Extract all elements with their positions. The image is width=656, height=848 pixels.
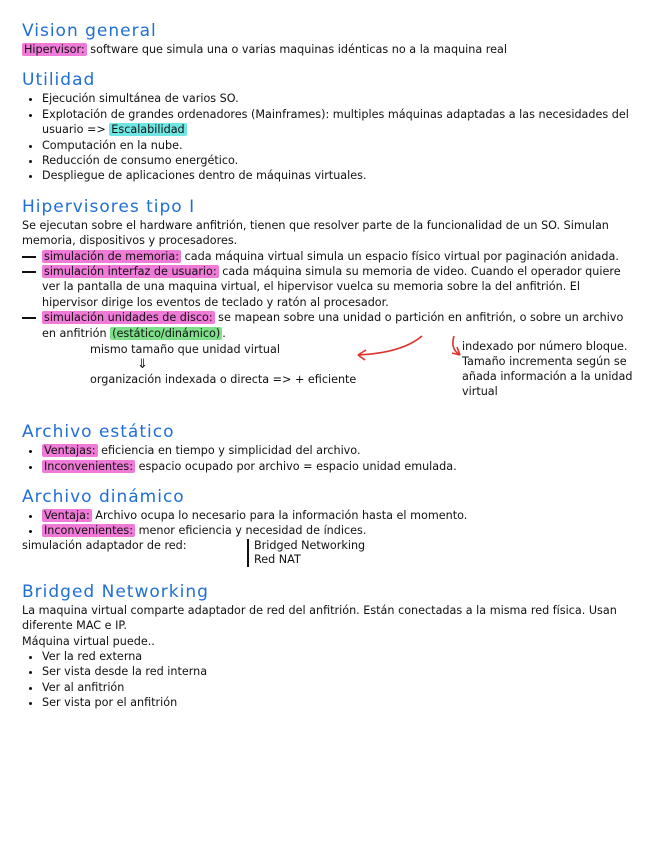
term-simulacion-memoria: simulación de memoria:	[44, 249, 180, 263]
list-item: • Ver al anfitrión	[42, 680, 637, 695]
term-ventajas: Ventajas:	[44, 444, 96, 458]
bridged-list	[22, 649, 637, 711]
net-option-bridged: Bridged Networking	[254, 538, 366, 552]
net-label: simulación adaptador de red:	[22, 538, 187, 552]
list-item-text: cada máquina simula su memoria de video. Cuando el operador quiere ver la pantalla de una maquina virtual, el hipervisor vuelca su memoria sobre la del anfitrión. El hipervisor dirige los eventos de teclado y ratón al procesador.	[42, 265, 621, 309]
list-item-text: Explotación de grandes ordenadores (Mainframes): multiples máquinas adaptadas a las necesidades del usuario =>	[42, 107, 629, 137]
vision-text: software que simula una o varias maquinas idénticas no a la maquina real	[90, 43, 507, 56]
utilidad-list	[22, 91, 637, 183]
section-archivo-dinamico	[22, 486, 637, 569]
list-item: • Despliegue de aplicaciones dentro de máquinas virtuales.	[42, 168, 637, 183]
list-item-text: se mapean sobre una unidad o partición en anfitrión, o sobre un archivo en anfitrión	[42, 311, 624, 340]
term-inconvenientes: Inconvenientes:	[44, 459, 134, 473]
network-adapter-options	[22, 539, 637, 569]
heading-bridged-networking: Bridged Networking	[22, 581, 209, 602]
highlight-escalabilidad: Escalabilidad	[111, 123, 185, 137]
list-item	[42, 443, 637, 458]
list-item-end: .	[222, 326, 226, 340]
list-item	[22, 249, 637, 264]
arrow-to-estatico	[358, 336, 422, 355]
notes-page	[22, 20, 637, 711]
term-ventaja: Ventaja:	[44, 508, 90, 522]
list-item	[42, 523, 637, 538]
term-simulacion-interfaz: simulación interfaz de usuario:	[44, 265, 217, 279]
heading-archivo-estatico: Archivo estático	[22, 422, 175, 443]
heading-utilidad: Utilidad	[22, 70, 96, 91]
list-item: • Computación en la nube.	[42, 138, 637, 153]
list-item	[22, 264, 637, 310]
highlight-estatico-dinamico: (estático/dinámico)	[112, 326, 221, 340]
term-inconvenientes: Inconvenientes:	[44, 524, 134, 538]
list-item-text: menor eficiencia y necesidad de índices.	[138, 524, 367, 538]
down-arrow-icon: ⇓	[137, 357, 148, 373]
annot-organizacion: organización indexada o directa => + eficiente	[90, 373, 357, 387]
brace-icon	[247, 539, 249, 567]
list-item: • Ser vista desde la red interna	[42, 664, 637, 679]
annot-mismo-tamano: mismo tamaño que unidad virtual	[90, 343, 280, 357]
net-option-nat: Red NAT	[254, 552, 301, 566]
disk-annotation	[22, 341, 637, 409]
tipo1-intro: Se ejecutan sobre el hardware anfitrión, tienen que resolver parte de la funcionalidad de un SO. Simulan memoria, dispositivos y procesadores.	[22, 218, 609, 248]
list-item-text: eficiencia en tiempo y simplicidad del archivo.	[101, 444, 361, 458]
list-item	[42, 107, 637, 138]
estatico-list	[22, 443, 637, 474]
section-archivo-estatico	[22, 421, 637, 474]
section-utilidad	[22, 69, 637, 183]
list-item-text: cada máquina virtual simula un espacio físico virtual por paginación anidada.	[184, 249, 619, 263]
list-item-text: espacio ocupado por archivo = espacio unidad emulada.	[138, 459, 457, 473]
section-hipervisores-tipo-1	[22, 196, 637, 409]
list-item: • Ser vista por el anfitrión	[42, 695, 637, 710]
dinamico-list	[22, 508, 637, 539]
section-vision-general	[22, 20, 637, 57]
bridged-lead: Máquina virtual puede..	[22, 634, 155, 648]
term-hipervisor: Hipervisor:	[24, 43, 85, 56]
list-item: • Reducción de consumo energético.	[42, 153, 637, 168]
heading-vision-general: Vision general	[22, 21, 157, 41]
list-item	[42, 459, 637, 474]
vision-paragraph	[22, 42, 637, 57]
annot-indexado: indexado por número bloque. Tamaño incrementa según se añada información a la unidad virtual	[462, 340, 633, 399]
heading-hipervisores-tipo-1: Hipervisores tipo I	[22, 196, 196, 217]
list-item-text: Archivo ocupa lo necesario para la información hasta el momento.	[95, 508, 468, 522]
list-item	[42, 508, 637, 523]
list-item: • Ver la red externa	[42, 649, 637, 664]
term-simulacion-disco: simulación unidades de disco:	[44, 311, 213, 325]
heading-archivo-dinamico: Archivo dinámico	[22, 486, 185, 507]
list-item: • Ejecución simultánea de varios SO.	[42, 91, 637, 106]
section-bridged-networking	[22, 581, 637, 711]
bridged-intro: La maquina virtual comparte adaptador de red del anfitrión. Están conectadas a la misma red física. Usan diferente MAC e IP.	[22, 603, 617, 633]
